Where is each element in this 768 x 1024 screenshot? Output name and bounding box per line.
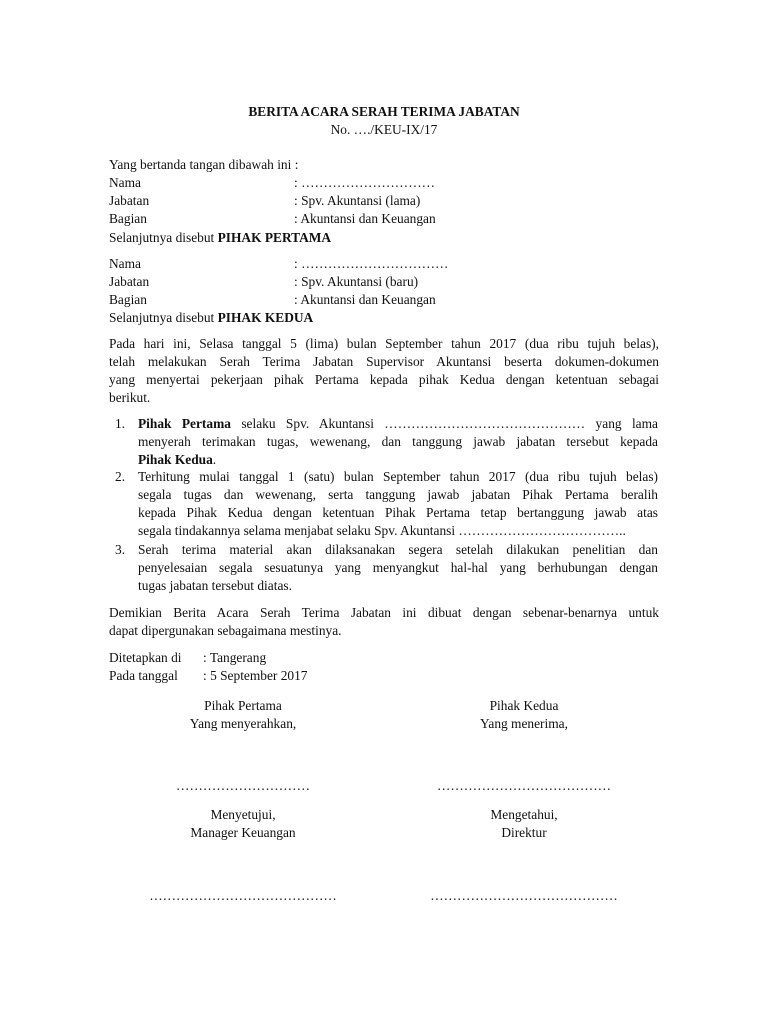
list-line: tugas jabatan tersebut diatas. xyxy=(138,578,292,593)
opening-paragraph xyxy=(109,335,659,407)
list-line: kepada Pihak Kedua dengan ketentuan Pihak Pertama tetap bertanggung jawab atas xyxy=(138,505,658,520)
paragraph-line: yang menyertai pekerjaan pihak Pertama kepada pihak Kedua dengan ketentuan sebagai xyxy=(109,372,659,387)
closing-paragraph xyxy=(109,604,659,640)
second-party-signature-heading xyxy=(409,697,639,733)
paragraph-line: berikut. xyxy=(109,390,151,405)
list-number: 2. xyxy=(115,469,126,484)
director-signature-heading xyxy=(409,806,639,842)
field-label: Jabatan xyxy=(109,193,150,208)
list-line xyxy=(138,415,658,433)
first-nama-row xyxy=(109,174,435,192)
list-line xyxy=(138,451,658,469)
field-label: Nama xyxy=(109,175,141,190)
field-label: Bagian xyxy=(109,211,147,226)
first-jabatan-row xyxy=(109,192,420,210)
second-bagian-row xyxy=(109,291,436,309)
manager-signature-line: …………………………………… xyxy=(149,888,337,903)
first-party-name: Pihak Pertama xyxy=(138,416,231,431)
list-line: Terhitung mulai tanggal 1 (satu) bulan September tahun 2017 (dua ribu tujuh belas) xyxy=(138,469,658,484)
date-label: Pada tanggal xyxy=(109,668,178,683)
list-line: Serah terima material akan dilaksanakan segera setelah dilakukan penelitian dan xyxy=(138,542,658,557)
second-nama-row xyxy=(109,255,448,273)
place-row xyxy=(109,649,266,667)
list-line: segala tindakannya selama menjabat selaku Spv. Akuntansi ……………………………….. xyxy=(138,523,626,538)
list-line-rest: selaku Spv. Akuntansi ……………………………………… yang lama xyxy=(230,416,658,431)
first-party-signature-heading xyxy=(128,697,358,733)
signature-subtitle: Manager Keuangan xyxy=(190,825,296,840)
first-party-name: PIHAK PERTAMA xyxy=(217,230,332,245)
second-party-caption xyxy=(109,309,313,327)
first-bagian-row xyxy=(109,210,436,228)
place-value: : Tangerang xyxy=(203,650,267,665)
field-value: : …………………………… xyxy=(294,256,449,271)
list-text xyxy=(138,468,658,540)
document-title: BERITA ACARA SERAH TERIMA JABATAN xyxy=(248,104,520,119)
field-value: : Spv. Akuntansi (lama) xyxy=(294,193,421,208)
paragraph-line: Pada hari ini, Selasa tanggal 5 (lima) bulan September tahun 2017 (dua ribu tujuh belas), xyxy=(109,336,659,351)
list-number: 1. xyxy=(115,416,126,431)
list-line: menyerah terimakan tugas, wewenang, dan tanggung jawab jabatan tersebut kepada xyxy=(138,434,658,449)
second-jabatan-row xyxy=(109,273,418,291)
signature-subtitle: Yang menerima, xyxy=(480,716,568,731)
field-value: : Akuntansi dan Keuangan xyxy=(294,211,436,226)
paragraph-line: dapat dipergunakan sebagaimana mestinya. xyxy=(109,623,342,638)
signature-role: Pihak Pertama xyxy=(204,698,282,713)
place-label: Ditetapkan di xyxy=(109,650,182,665)
list-number: 3. xyxy=(115,542,126,557)
second-party-name: Pihak Kedua xyxy=(138,452,213,467)
date-row xyxy=(109,667,308,685)
caption-prefix: Selanjutnya disebut xyxy=(109,230,218,245)
first-party-signature-line: ………………………… xyxy=(176,778,310,793)
list-line: segala tugas dan wewenang, serta tanggung jawab jabatan Pihak Pertama beralih xyxy=(138,487,658,502)
signature-role: Mengetahui, xyxy=(490,807,558,822)
field-value: : ………………………… xyxy=(294,175,435,190)
field-label: Jabatan xyxy=(109,274,150,289)
list-text xyxy=(138,415,658,469)
paragraph-line: telah melakukan Serah Terima Jabatan Supervisor Akuntansi beserta dokumen-dokumen xyxy=(109,354,659,369)
signature-role: Pihak Kedua xyxy=(489,698,559,713)
signature-subtitle: Direktur xyxy=(501,825,547,840)
field-label: Nama xyxy=(109,256,141,271)
paragraph-line: Demikian Berita Acara Serah Terima Jabatan ini dibuat dengan sebenar-benarnya untuk xyxy=(109,605,659,620)
second-party-name: PIHAK KEDUA xyxy=(217,310,314,325)
caption-prefix: Selanjutnya disebut xyxy=(109,310,218,325)
punctuation: . xyxy=(212,452,217,467)
field-value: : Akuntansi dan Keuangan xyxy=(294,292,436,307)
field-value: : Spv. Akuntansi (baru) xyxy=(294,274,419,289)
list-line: penyelesaian segala sesuatunya yang menyangkut hal-hal yang berhubungan dengan xyxy=(138,560,658,575)
first-party-caption xyxy=(109,229,331,247)
manager-signature-heading xyxy=(128,806,358,842)
date-value: : 5 September 2017 xyxy=(203,668,308,683)
document-number: No. …./KEU-IX/17 xyxy=(330,122,438,137)
signature-subtitle: Yang menyerahkan, xyxy=(189,716,297,731)
signature-role: Menyetujui, xyxy=(210,807,276,822)
director-signature-line: …………………………………… xyxy=(430,888,618,903)
list-text xyxy=(138,541,658,595)
intro-text: Yang bertanda tangan dibawah ini : xyxy=(109,157,299,172)
field-label: Bagian xyxy=(109,292,147,307)
second-party-signature-line: ………………………………… xyxy=(436,778,612,793)
